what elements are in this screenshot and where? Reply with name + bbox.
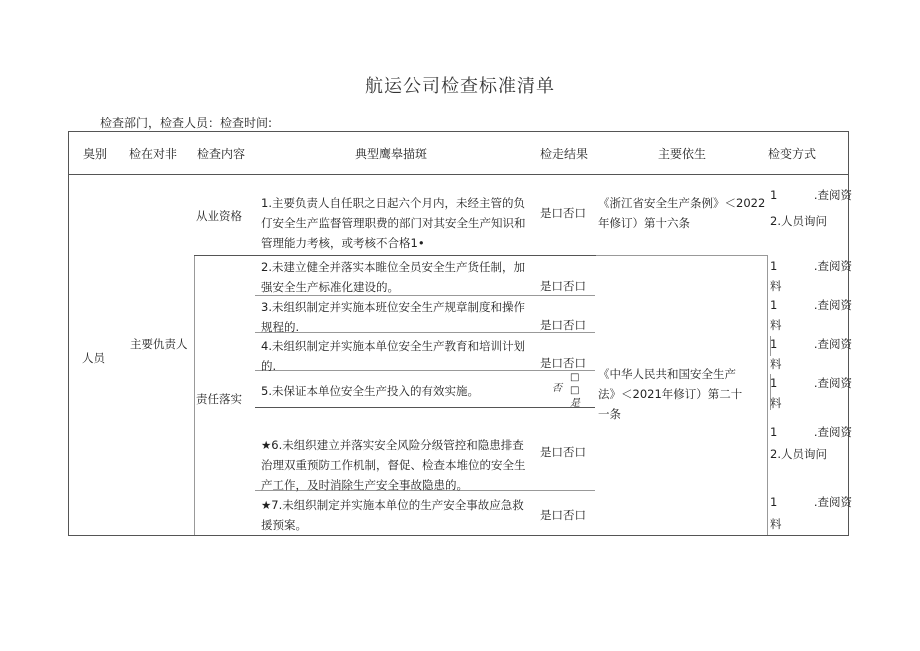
item-1-method: 1 .查阅资 2.人员询问 (770, 188, 852, 228)
item-6-description: ★6.未组织建立并落实安全风险分级管控和隐患排查治理双重预防工作机制，督促、检查本堆位的安全生产工作，及时消除生产安全事故隐患的。 (261, 438, 526, 492)
item-5-mark-d: 是 (570, 398, 580, 409)
item-2-method: 1 .查阅资 料 (770, 259, 852, 293)
item-2-result[interactable]: 是口否口 (540, 279, 586, 293)
item-6-method: 1 .查阅资 2.人员询问 (770, 425, 852, 461)
item-1-description: 1.主要负责人自任职之日起六个月内，未经主管的负仃安全生产监督管理职费的部门对其安全生产知识和管理能力考核，或考核不合格1• (261, 196, 526, 250)
item-5-mark-c: □ (570, 385, 580, 396)
item-4-description: 4.未组织制定并实施本单位安全生产教育和培训计划的. (261, 339, 525, 373)
basis-national-law: 《中华人民共和国安全生产法》＜2021年修订）第二十一条 (598, 367, 743, 421)
item-4-result[interactable]: 是口否口 (540, 356, 586, 370)
header-method: 检变方式 (767, 147, 816, 161)
item-1-result[interactable]: 是口否口 (540, 206, 586, 220)
header-basis: 主要依生 (657, 147, 706, 161)
header-description: 典型鹰皋描斑 (354, 147, 427, 161)
header-content: 检查内容 (196, 147, 245, 161)
item-5-method: 1 .查阅资 料 (770, 376, 852, 410)
inspection-meta-line: 检查部门，检查人员：检查时间: (100, 116, 273, 130)
item-5-result-marks[interactable] (548, 373, 588, 409)
item-3-description: 3.未组织制定并实施本班位安全生产规章制度和操作规程的. (261, 300, 525, 334)
item-7-result[interactable]: 是口否口 (540, 508, 586, 522)
content-responsibility: 责任落实 (196, 392, 242, 406)
item-3-result[interactable]: 是口否口 (540, 318, 586, 332)
basis-provincial-regulation: 《浙江省安全生产条例》＜2022年修订）第十六条 (598, 196, 766, 230)
category-cell: 人员 (82, 351, 105, 365)
item-5-description: 5.未保证本单位安全生产投入的有效实施。 (261, 384, 479, 398)
item-4-method: 1 .查阅资 料 (770, 337, 852, 371)
header-object: 检在对非 (128, 147, 177, 161)
page-title: 航运公司检查标准清单 (365, 76, 555, 97)
object-cell: 主要仇责人 (130, 337, 188, 351)
item-5-mark-a: 否 (552, 383, 562, 394)
header-result: 检走结果 (539, 147, 588, 161)
item-7-method: 1 .查阅资 料 (770, 495, 852, 531)
content-qualification: 从业资格 (196, 209, 242, 223)
header-category: 臭别 (82, 147, 107, 161)
item-2-description: 2.未建立健全并落实本睢位全员安全生产货任制，加强安全生产标准化建设的。 (261, 260, 525, 294)
item-5-mark-b: □ (570, 372, 580, 383)
item-7-description: ★7.未组织制定并实施本单位的生产安全事故应急救援预案。 (261, 498, 524, 532)
item-6-result[interactable]: 是口否口 (540, 445, 586, 459)
item-3-method: 1 .查阅资 料 (770, 298, 852, 332)
